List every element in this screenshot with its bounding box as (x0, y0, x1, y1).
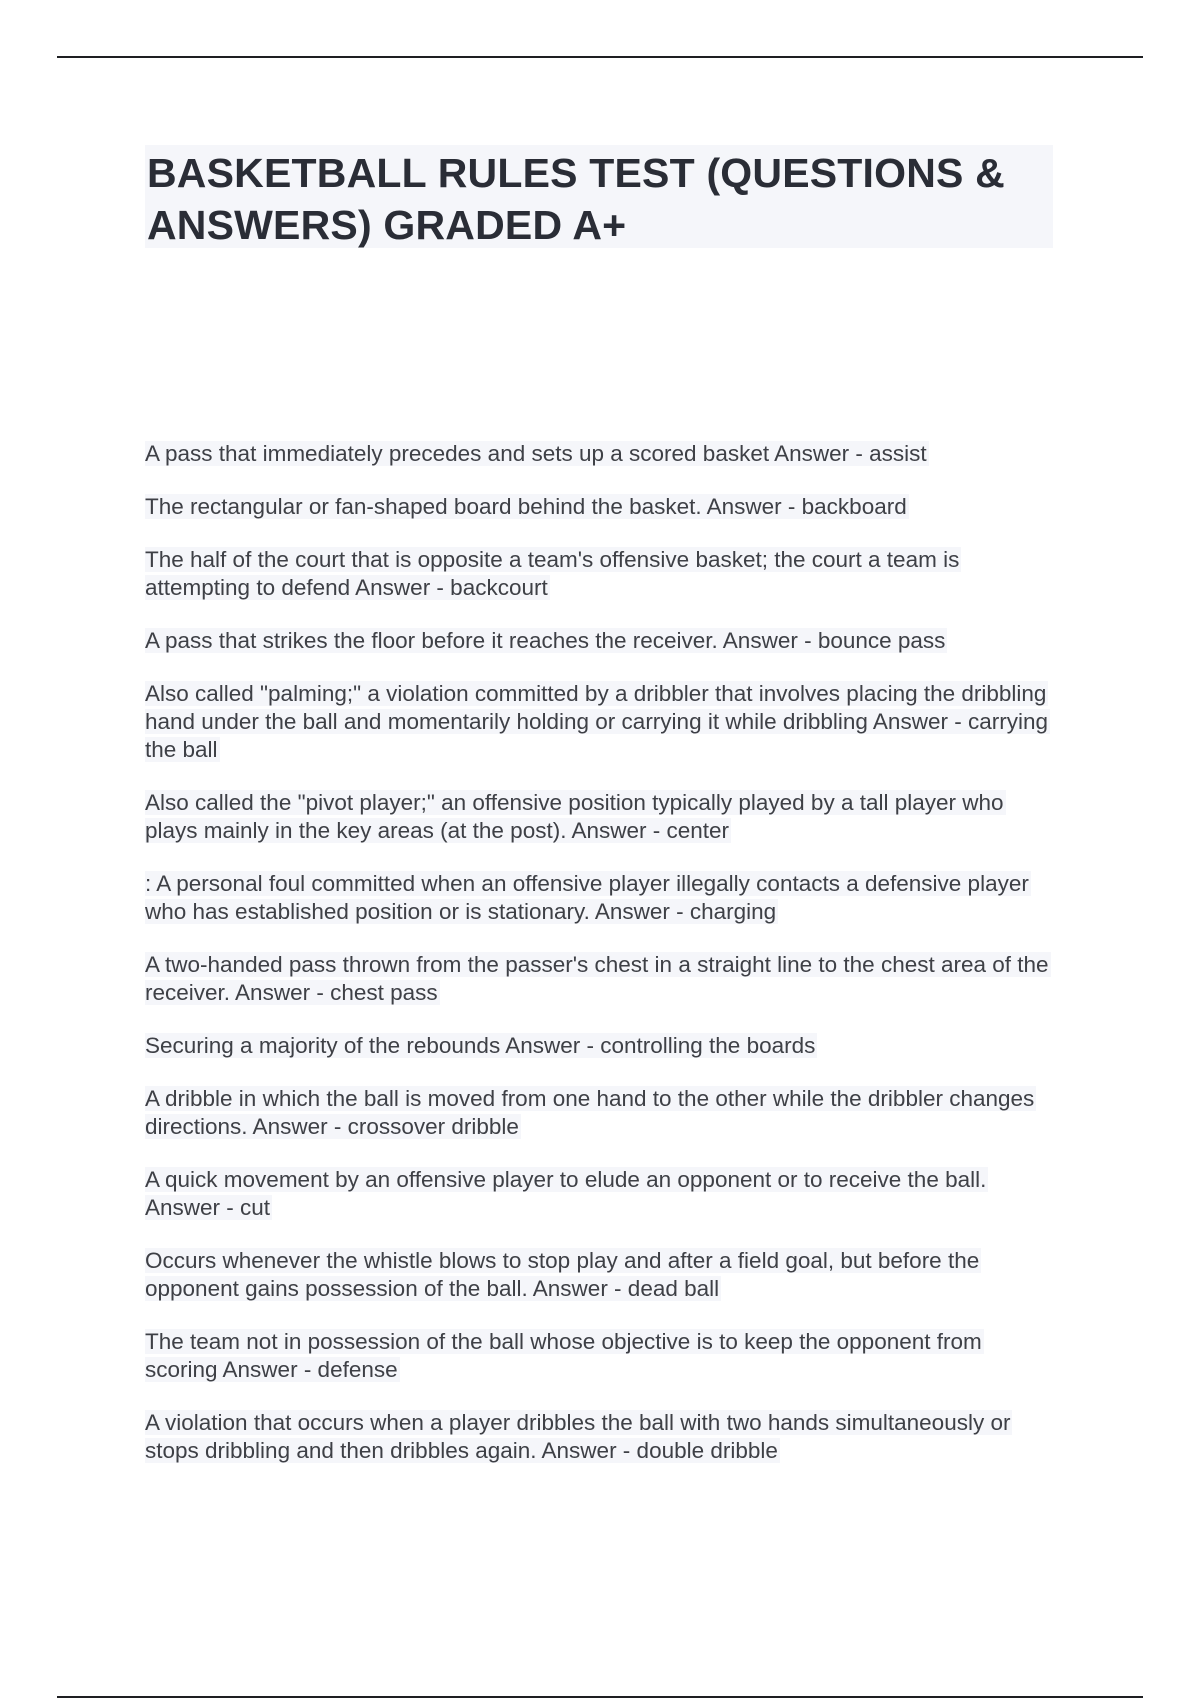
qa-item (145, 680, 1055, 764)
qa-text: A dribble in which the ball is moved from one hand to the other while the dribbler changes directions. Answer - crossover dribble (145, 1086, 1035, 1139)
qa-item (145, 493, 1055, 521)
page-title: BASKETBALL RULES TEST (QUESTIONS & ANSWERS) GRADED A+ (147, 150, 1005, 248)
qa-text: A pass that immediately precedes and sets up a scored basket Answer - assist (145, 441, 927, 466)
qa-text: A two-handed pass thrown from the passer's chest in a straight line to the chest area of the receiver. Answer - chest pass (145, 952, 1049, 1005)
qa-text: The half of the court that is opposite a team's offensive basket; the court a team is attempting to defend Answer - backcourt (145, 547, 960, 600)
qa-text: Occurs whenever the whistle blows to stop play and after a field goal, but before the opponent gains possession of the ball. Answer - dead ball (145, 1248, 980, 1301)
qa-item (145, 1247, 1055, 1303)
qa-item (145, 546, 1055, 602)
qa-text: A violation that occurs when a player dribbles the ball with two hands simultaneously or stops dribbling and then dribbles again. Answer - double dribble (145, 1410, 1011, 1463)
qa-item (145, 1166, 1055, 1222)
bottom-divider (57, 1696, 1143, 1698)
qa-item (145, 1409, 1055, 1465)
qa-text: The rectangular or fan-shaped board behind the basket. Answer - backboard (145, 494, 907, 519)
qa-item (145, 870, 1055, 926)
title-block (145, 145, 1053, 248)
qa-text: Also called the "pivot player;" an offensive position typically played by a tall player who plays mainly in the key areas (at the post). Answer - center (145, 790, 1004, 843)
qa-text: The team not in possession of the ball whose objective is to keep the opponent from scoring Answer - defense (145, 1329, 982, 1382)
qa-item (145, 440, 1055, 468)
qa-item (145, 1328, 1055, 1384)
qa-item (145, 951, 1055, 1007)
qa-item (145, 1032, 1055, 1060)
qa-text: A pass that strikes the floor before it reaches the receiver. Answer - bounce pass (145, 628, 946, 653)
top-divider (57, 56, 1143, 58)
qa-text: Securing a majority of the rebounds Answer - controlling the boards (145, 1033, 816, 1058)
qa-list (145, 440, 1055, 1490)
qa-text: A quick movement by an offensive player to elude an opponent or to receive the ball. Answer - cut (145, 1167, 987, 1220)
qa-item (145, 1085, 1055, 1141)
qa-text: : A personal foul committed when an offensive player illegally contacts a defensive player who has established position or is stationary. Answer - charging (145, 871, 1029, 924)
qa-item (145, 789, 1055, 845)
qa-text: Also called "palming;" a violation committed by a dribbler that involves placing the dribbling hand under the ball and momentarily holding or carrying it while dribbling Answer - carrying the ball (145, 681, 1048, 762)
qa-item (145, 627, 1055, 655)
